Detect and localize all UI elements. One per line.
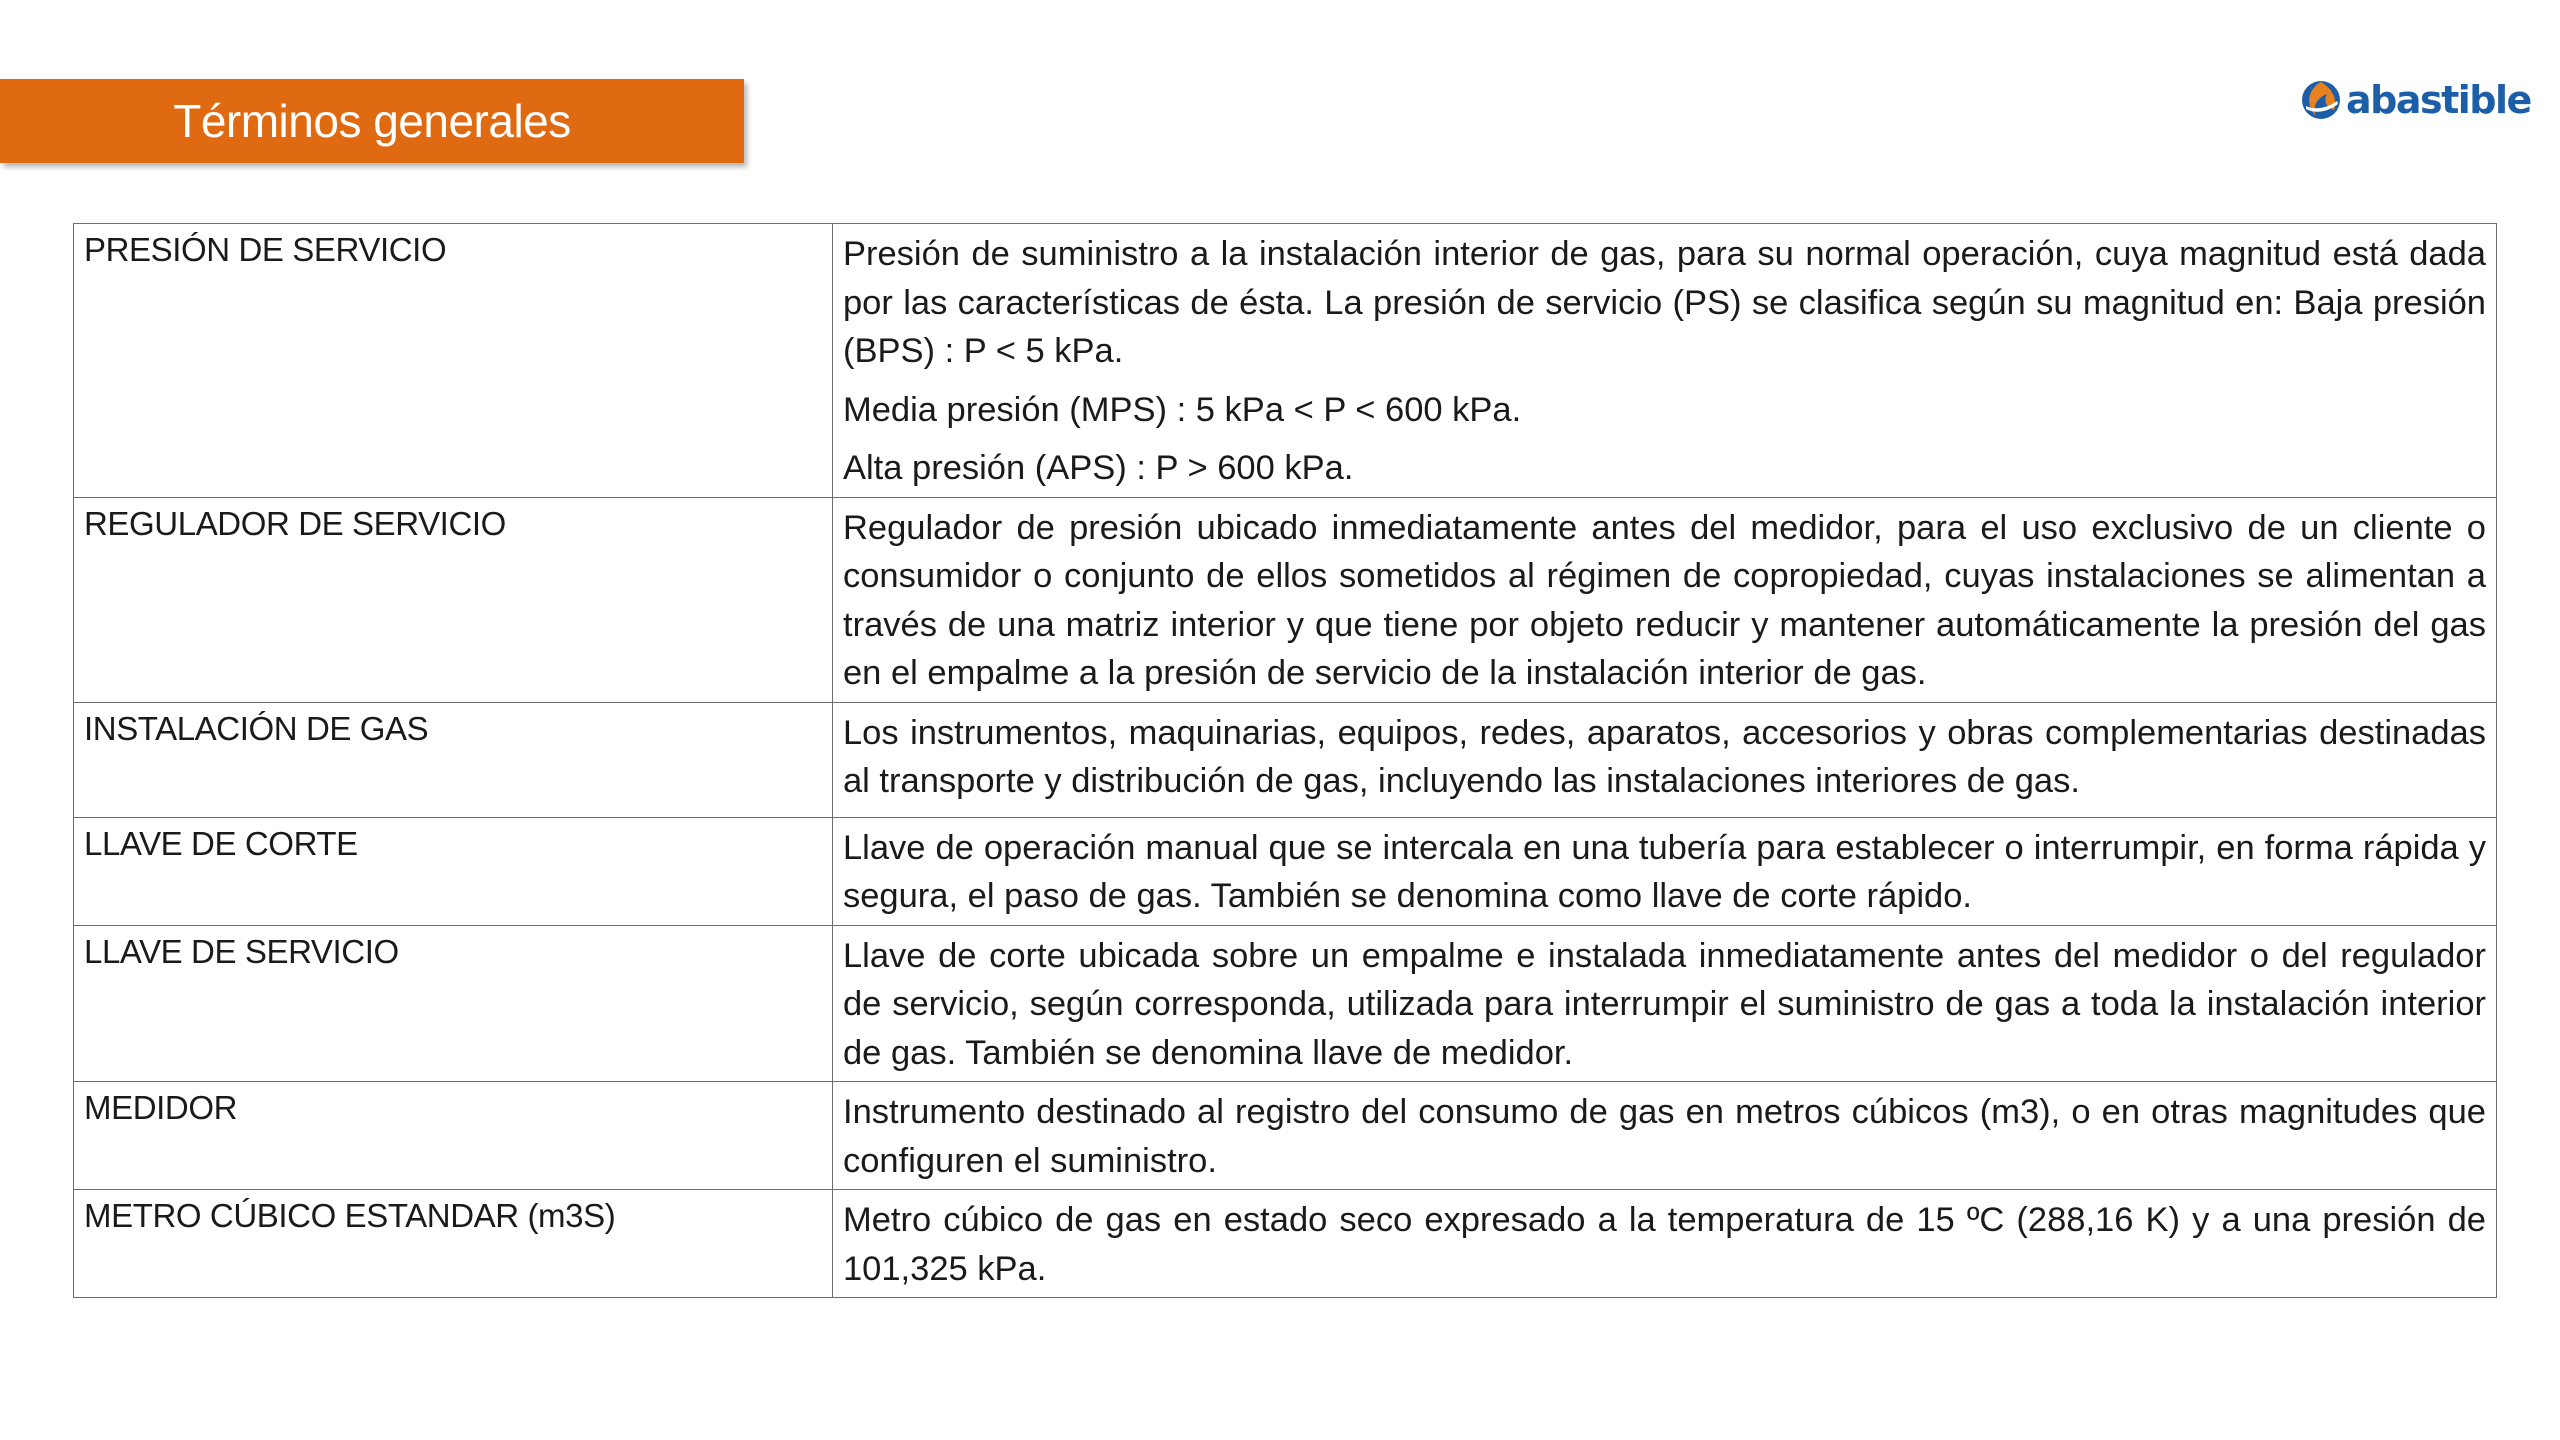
- definition-text: Media presión (MPS) : 5 kPa < P < 600 kPa.: [843, 390, 1522, 429]
- abastible-flame-icon: [2300, 79, 2342, 121]
- term-cell: PRESIÓN DE SERVICIO: [74, 224, 833, 498]
- definition-cell: [833, 224, 2497, 498]
- definition-cell: [833, 925, 2497, 1082]
- term-cell: METRO CÚBICO ESTANDAR (m3S): [74, 1190, 833, 1298]
- title-banner: [0, 79, 744, 163]
- term-cell: INSTALACIÓN DE GAS: [74, 702, 833, 817]
- definition-text: Alta presión (APS) : P > 600 kPa.: [843, 449, 1354, 487]
- table-row: [74, 224, 2497, 498]
- definition-text: Presión de suministro a la instalación interior de gas, para su normal operación, cuya magnitud está dada por las características de ésta. La presión de servicio (PS) se clasifica según su magnitud en: Baja presión (BPS) : P < 5 kPa.: [843, 235, 2486, 370]
- definition-text: Los instrumentos, maquinarias, equipos, redes, aparatos, accesorios y obras complementarias destinadas al transporte y distribución de gas, incluyendo las instalaciones interiores de gas.: [843, 713, 2486, 800]
- definition-cell: [833, 1082, 2497, 1190]
- term-cell: MEDIDOR: [74, 1082, 833, 1190]
- table-row: [74, 1082, 2497, 1190]
- definition-cell: [833, 1190, 2497, 1298]
- abastible-logo: [2300, 78, 2531, 122]
- table-row: [74, 702, 2497, 817]
- definition-cell: [833, 497, 2497, 702]
- table-row: [74, 1190, 2497, 1298]
- definition-text: Metro cúbico de gas en estado seco expresado a la temperatura de 15 ºC (288,16 K) y a una presión de 101,325 kPa.: [843, 1201, 2486, 1288]
- table-row: [74, 925, 2497, 1082]
- terms-table: [73, 223, 2497, 1298]
- term-cell: REGULADOR DE SERVICIO: [74, 497, 833, 702]
- definition-text: Regulador de presión ubicado inmediatamente antes del medidor, para el uso exclusivo de un cliente o consumidor o conjunto de ellos sometidos al régimen de copropiedad, cuyas instalaciones se alimentan a través de una matriz interior y que tiene por objeto reducir y mantener automáticamente la presión del gas en el empalme a la presión de servicio de la instalación interior de gas.: [843, 508, 2486, 692]
- definition-text: Llave de operación manual que se intercala en una tubería para establecer o interrumpir, en forma rápida y segura, el paso de gas. También se denomina como llave de corte rápido.: [843, 828, 2486, 915]
- definition-text: Llave de corte ubicada sobre un empalme e instalada inmediatamente antes del medidor o del regulador de servicio, según corresponda, utilizada para interrumpir el suministro de gas a toda la instalación interior de gas. También se denomina llave de medidor.: [843, 936, 2486, 1072]
- table-row: [74, 817, 2497, 925]
- term-cell: LLAVE DE SERVICIO: [74, 925, 833, 1082]
- term-cell: LLAVE DE CORTE: [74, 817, 833, 925]
- definition-cell: [833, 702, 2497, 817]
- definition-cell: [833, 817, 2497, 925]
- page-title: Términos generales: [173, 95, 571, 147]
- logo-wordmark: abastible: [2346, 78, 2531, 122]
- table-row: [74, 497, 2497, 702]
- definition-text: Instrumento destinado al registro del consumo de gas en metros cúbicos (m3), o en otras magnitudes que configuren el suministro.: [843, 1093, 2486, 1180]
